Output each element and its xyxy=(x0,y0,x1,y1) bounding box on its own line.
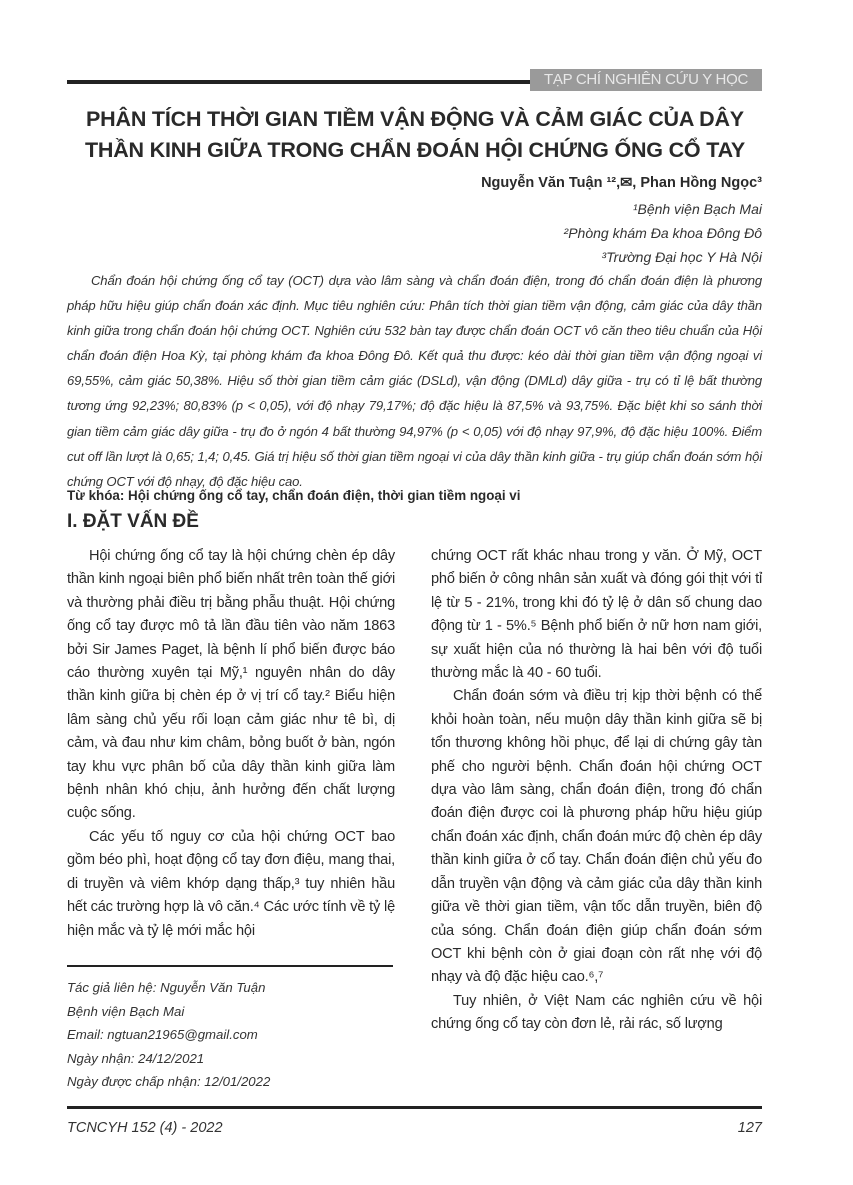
authors: Nguyễn Văn Tuận ¹²,✉, Phan Hồng Ngọc³ xyxy=(481,175,762,191)
paragraph: Các yếu tố nguy cơ của hội chứng OCT bao gồm béo phì, hoạt động cổ tay đơn điệu, mang thai, di truyền và viêm khớp dạng thấp,³ tuy nhiên hầu hết các trường hợp là vô căn.⁴ Các ước tính về tỷ lệ hiện mắc và tỷ lệ mới mắc hội xyxy=(67,828,395,939)
title-line-2: THẦN KINH GIỮA TRONG CHẨN ĐOÁN HỘI CHỨNG ỐNG CỔ TAY xyxy=(84,138,746,162)
footnote-received: Ngày nhận: 24/12/2021 xyxy=(67,1050,205,1066)
footnote-institution: Bệnh viện Bạch Mai xyxy=(67,1003,185,1019)
footnote-email: Email: ngtuan21965@gmail.com xyxy=(67,1027,258,1043)
affiliation-2: ²Phòng khám Đa khoa Đông Đô xyxy=(563,225,762,241)
footnote-rule xyxy=(67,965,393,967)
left-column xyxy=(67,545,395,943)
footnote-accepted: Ngày được chấp nhận: 12/01/2022 xyxy=(67,1074,271,1090)
paragraph: Chẩn đoán sớm và điều trị kịp thời bệnh có thể khỏi hoàn toàn, nếu muộn dây thần kinh giữa sẽ bị tổn thương không hồi phục, để lại di chứng gây tàn phế cho người bệnh. Chẩn đoán hội chứng OCT dựa vào lâm sàng, chẩn đoán điện, trong đó chẩn đoán điện được coi là phương pháp hữu hiệu giúp chẩn đoán xác định, chẩn đoán mức độ chèn ép dây thần kinh giữa ở cổ tay. Chẩn đoán điện chủ yếu đo dẫn truyền vận động và cảm giác của dây thần kinh giữa về thời gian tiềm, vận tốc dẫn truyền, biên độ của sóng. Chẩn đoán điện giúp chẩn đoán sớm OCT khi bệnh còn ở giai đoạn còn rất nhẹ với độ nhạy và độ đặc hiệu cao.⁶,⁷ xyxy=(431,688,762,986)
paragraph: chứng OCT rất khác nhau trong y văn. Ở Mỹ, OCT phổ biến ở công nhân sản xuất và đóng gói thịt với tỉ lệ từ 5 - 21%, trong khi đó tỷ lệ ở dân số chung dao động từ 1 - 5%.⁵ Bệnh phổ biến ở nữ hơn nam giới, sự xuất hiện của nó thường là hai bên với độ tuổi thường mắc là 40 - 60 tuổi. xyxy=(431,548,762,682)
paragraph: Hội chứng ống cổ tay là hội chứng chèn ép dây thần kinh ngoại biên phổ biến nhất trên toàn thế giới và thường phải điều trị bằng phẫu thuật. Hội chứng ống cổ tay được mô tả lần đầu tiên vào năm 1863 bởi Sir James Paget, là bệnh lí phổ biến được báo cáo thường xuyên tại Mỹ,¹ nguyên nhân do dây thần kinh giữa bị chèn ép ở vị trí cổ tay.² Biểu hiện lâm sàng chủ yếu rối loạn cảm giác như tê bì, dị cảm, và đau như kim châm, bỏng buốt ở bàn, ngón tay khu vực phân bố của dây thần kinh giữa làm bệnh nhân khó chịu, ảnh hưởng đến chất lượng cuộc sống. xyxy=(67,548,395,822)
footer-rule xyxy=(67,1106,762,1109)
keywords: Từ khóa: Hội chứng ống cổ tay, chẩn đoán điện, thời gian tiềm ngoại vi xyxy=(67,488,521,503)
title-line-1: PHÂN TÍCH THỜI GIAN TIỀM VẬN ĐỘNG VÀ CẢM GIÁC CỦA DÂY xyxy=(86,107,744,131)
right-column xyxy=(431,545,762,1037)
abstract: Chẩn đoán hội chứng ống cổ tay (OCT) dựa vào lâm sàng và chẩn đoán điện, trong đó chẩn đoán điện là phương pháp hữu hiệu giúp chẩn đoán xác định. Mục tiêu nghiên cứu: Phân tích thời gian tiềm vận động, cảm giác của dây thần kinh giữa trong chẩn đoán hội chứng OCT. Nghiên cứu 532 bàn tay được chẩn đoán OCT vô căn theo tiêu chuẩn của Hội chẩn đoán điện Hoa Kỳ, tại phòng khám đa khoa Đông Đô. Kết quả thu được: kéo dài thời gian tiềm vận động ngoại vi 69,55%, cảm giác 50,38%. Hiệu số thời gian tiềm cảm giác (DSLd), vận động (DMLd) dây giữa - trụ có tỉ lệ bất thường tương ứng 92,23%; 80,83% (p < 0,05), với độ nhạy 79,17%; độ đặc hiệu là 87,5% và 93,75%. Đặc biệt khi so sánh thời gian tiềm cảm giác dây giữa - trụ đo ở ngón 4 bất thường 94,97% (p < 0,05) với độ nhạy 97,9%, độ đặc hiệu 100%. Điểm cut off lần lượt là 0,65; 1,4; 0,45. Giá trị hiệu số thời gian tiềm ngoại vi của dây thần kinh giữa - trụ giúp chẩn đoán sớm hội chứng OCT với độ nhạy, độ đặc hiệu cao. xyxy=(67,273,762,489)
paragraph: Tuy nhiên, ở Việt Nam các nghiên cứu về hội chứng ống cổ tay còn đơn lẻ, rải rác, số lượng xyxy=(431,992,762,1033)
page-number: 127 xyxy=(737,1120,762,1136)
journal-header: TẠP CHÍ NGHIÊN CỨU Y HỌC xyxy=(530,69,762,91)
section-heading: I. ĐẶT VẤN ĐỀ xyxy=(67,511,199,532)
affiliation-1: ¹Bệnh viện Bạch Mai xyxy=(632,201,762,217)
footnote-author: Tác giả liên hệ: Nguyễn Văn Tuận xyxy=(67,980,266,995)
header-rule xyxy=(67,80,530,84)
affiliation-3: ³Trường Đại học Y Hà Nội xyxy=(601,249,762,265)
journal-issue: TCNCYH 152 (4) - 2022 xyxy=(67,1120,223,1136)
correspondence-footnote xyxy=(67,976,270,1094)
article-title xyxy=(60,104,770,166)
